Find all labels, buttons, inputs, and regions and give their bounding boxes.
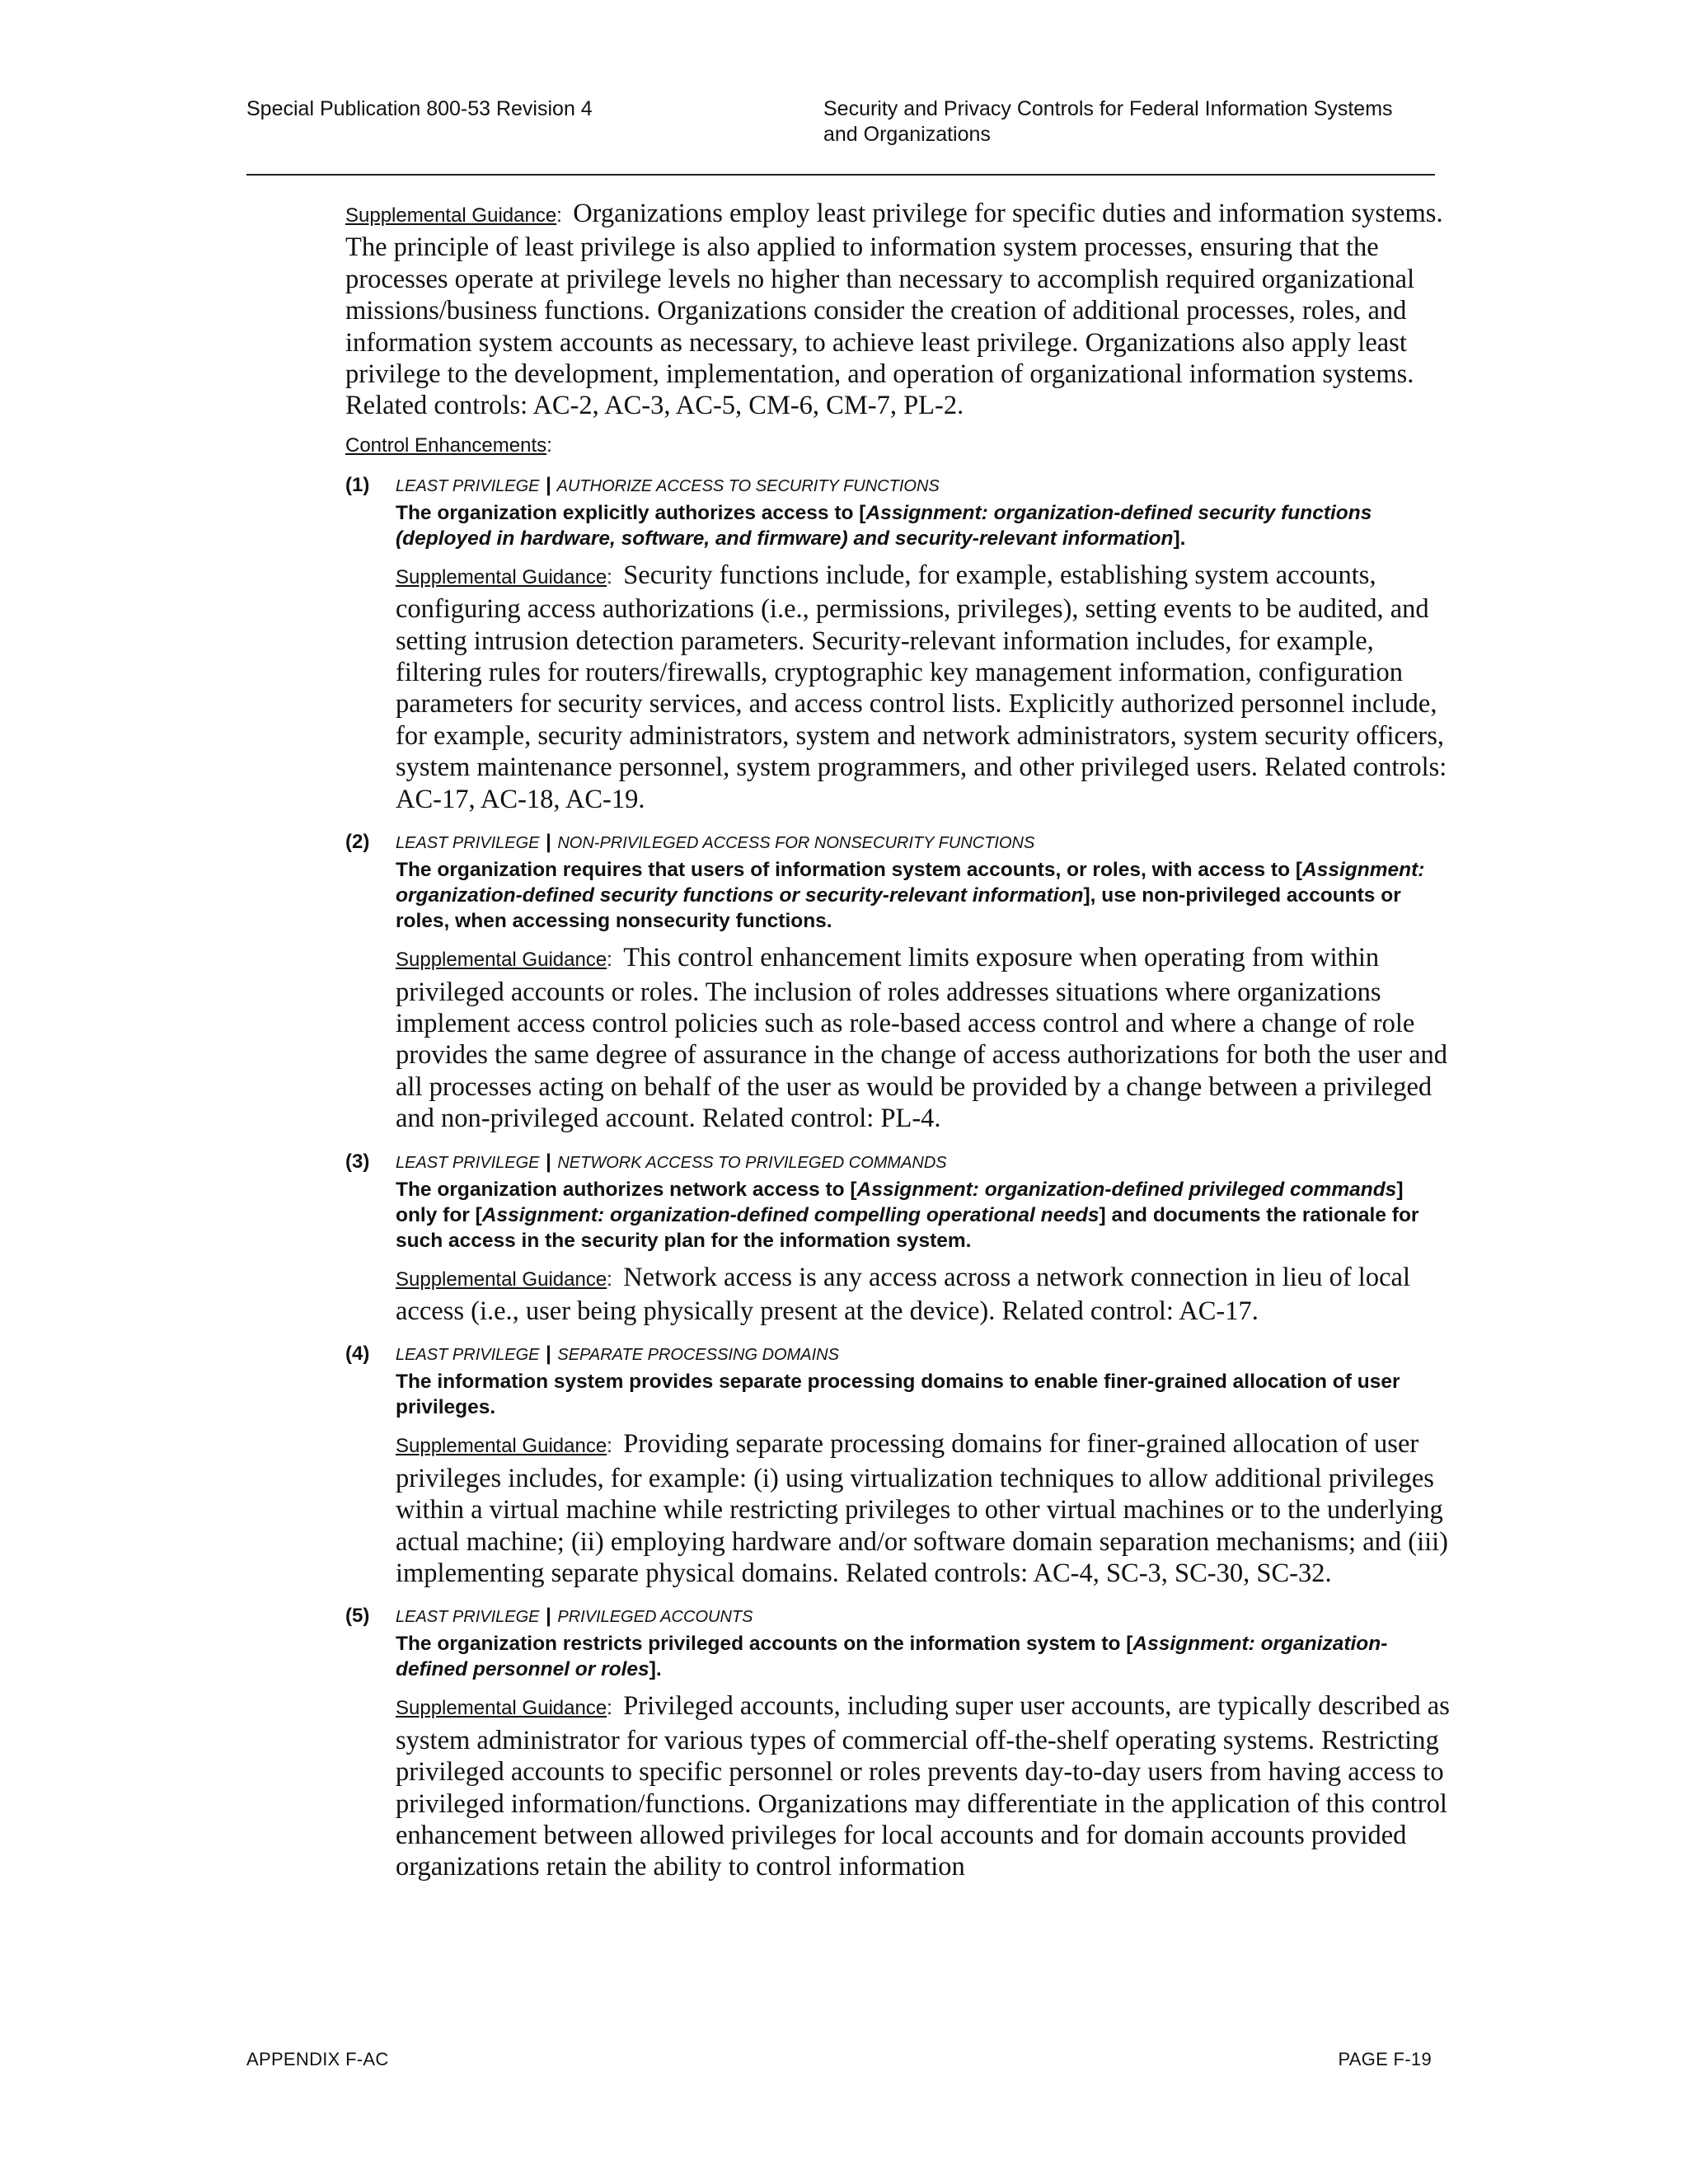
enhancement-title: LEAST PRIVILEGE | NON-PRIVILEGED ACCESS FOR NONSECURITY FUNCTIONS: [396, 831, 1035, 854]
control-enhancement-1: [345, 473, 1450, 815]
control-enhancement-5: [345, 1604, 1450, 1882]
enhancement-statement: The organization requires that users of information system accounts, or roles, with access to [Assignment: organization-defined security functions or security-relevant information], use non-privileged accounts or roles, when accessing nonsecurity functions.: [396, 859, 1425, 933]
control-enhancements-heading: Control Enhancements:: [345, 434, 552, 457]
enhancement-supplemental-guidance: Supplemental Guidance: Privileged accounts, including super user accounts, are typically described as system administrator for various types of commercial off-the-shelf operating systems. Restricting privileged accounts to specific personnel or roles prevents day-to-day users from having access to privileged information/functions. Organizations may differentiate in the application of this control enhancement between allowed privileges for local accounts and for domain accounts provided organizations retain the ability to control information: [396, 1691, 1450, 1882]
enhancement-title: LEAST PRIVILEGE | SEPARATE PROCESSING DOMAINS: [396, 1343, 839, 1366]
enhancement-statement: The organization explicitly authorizes access to [Assignment: organization-defined security functions (deployed in hardware, software, and firmware) and security-relevant information].: [396, 501, 1372, 550]
control-body: [345, 198, 1450, 1883]
enhancement-number: (4): [345, 1343, 370, 1366]
enhancement-statement: The information system provides separate processing domains to enable finer-grained allocation of user privileges.: [396, 1371, 1400, 1419]
control-enhancement-3: [345, 1150, 1450, 1328]
supplemental-guidance: Supplemental Guidance: Organizations employ least privilege for specific duties and information systems. The principle of least privilege is also applied to information system processes, ensuring that the processes operate at privilege levels no higher than necessary to accomplish required organizational missions/business functions. Organizations consider the creation of additional processes, roles, and information system accounts as necessary, to achieve least privilege. Organizations also apply least privilege to the development, implementation, and operation of organizational information systems. Related controls: AC-2, AC-3, AC-5, CM-6, CM-7, PL-2.: [345, 199, 1443, 421]
enhancement-statement: The organization authorizes network access to [Assignment: organization-defined privileged commands] only for [Assignment: organization-defined compelling operational needs] and documents the rationale for such access in the security plan for the information system.: [396, 1178, 1419, 1252]
footer-page-number: PAGE F-19: [1338, 2049, 1432, 2069]
running-header-title: [823, 96, 1450, 148]
enhancement-supplemental-guidance: Supplemental Guidance: Network access is any access across a network connection in lieu of local access (i.e., user being physically present at the device). Related control: AC-17.: [396, 1262, 1410, 1326]
supplemental-guidance-label: Supplemental Guidance: [345, 204, 557, 227]
enhancement-supplemental-guidance: Supplemental Guidance: Providing separate processing domains for finer-grained allocation of user privileges includes, for example: (i) using virtualization techniques to allow additional privileges within a virtual machine while restricting privileges to other virtual machines or to the underlying actual machine; (ii) employing hardware and/or software domain separation mechanisms; and (iii) implementing separate physical domains. Related controls: AC-4, SC-3, SC-30, SC-32.: [396, 1429, 1448, 1588]
footer-appendix: APPENDIX F-AC: [246, 2049, 389, 2069]
enhancement-number: (1): [345, 473, 370, 496]
enhancement-number: (3): [345, 1150, 370, 1173]
enhancement-title: LEAST PRIVILEGE | PRIVILEGED ACCOUNTS: [396, 1605, 753, 1628]
running-header-publication: Special Publication 800-53 Revision 4: [246, 97, 593, 120]
enhancement-supplemental-guidance: Supplemental Guidance: Security functions include, for example, establishing system accounts, configuring access authorizations (i.e., permissions, privileges), setting events to be audited, and setting intrusion detection parameters. Security-relevant information includes, for example, filtering rules for routers/firewalls, cryptographic key management information, configuration parameters for security services, and access control lists. Explicitly authorized personnel include, for example, security administrators, system and network administrators, system security officers, system maintenance personnel, system programmers, and other privileged users. Related controls: AC-17, AC-18, AC-19.: [396, 560, 1447, 814]
supplemental-guidance-text: Organizations employ least privilege for specific duties and information systems. The principle of least privilege is also applied to information system processes, ensuring that the processes operate at privilege levels no higher than necessary to accomplish required organizational missions/business functions. Organizations consider the creation of additional processes, roles, and information system accounts as necessary, to achieve least privilege. Organizations also apply least privilege to the development, implementation, and operation of organizational information systems. Related controls: AC-2, AC-3, AC-5, CM-6, CM-7, PL-2.: [345, 199, 1443, 421]
header-divider: [246, 174, 1435, 176]
enhancement-supplemental-guidance: Supplemental Guidance: This control enhancement limits exposure when operating from within privileged accounts or roles. The inclusion of roles addresses situations where organizations implement access control policies such as role-based access control and where a change of role provides the same degree of assurance in the change of access authorizations for both the user and all processes acting on behalf of the user as would be provided by a change between a privileged and non-privileged account. Related control: PL-4.: [396, 943, 1448, 1134]
enhancement-number: (2): [345, 831, 370, 854]
enhancement-statement: The organization restricts privileged accounts on the information system to [Assignment: organization-defined personnel or roles].: [396, 1633, 1388, 1681]
control-enhancement-4: [345, 1342, 1450, 1589]
enhancement-title: LEAST PRIVILEGE | NETWORK ACCESS TO PRIVILEGED COMMANDS: [396, 1150, 947, 1173]
enhancement-title: LEAST PRIVILEGE | AUTHORIZE ACCESS TO SECURITY FUNCTIONS: [396, 473, 940, 496]
running-header-title-line1: Security and Privacy Controls for Federal Information Systems: [823, 97, 1393, 120]
running-header-title-line2: and Organizations: [823, 123, 991, 146]
control-enhancement-2: [345, 830, 1450, 1134]
enhancement-number: (5): [345, 1605, 370, 1628]
